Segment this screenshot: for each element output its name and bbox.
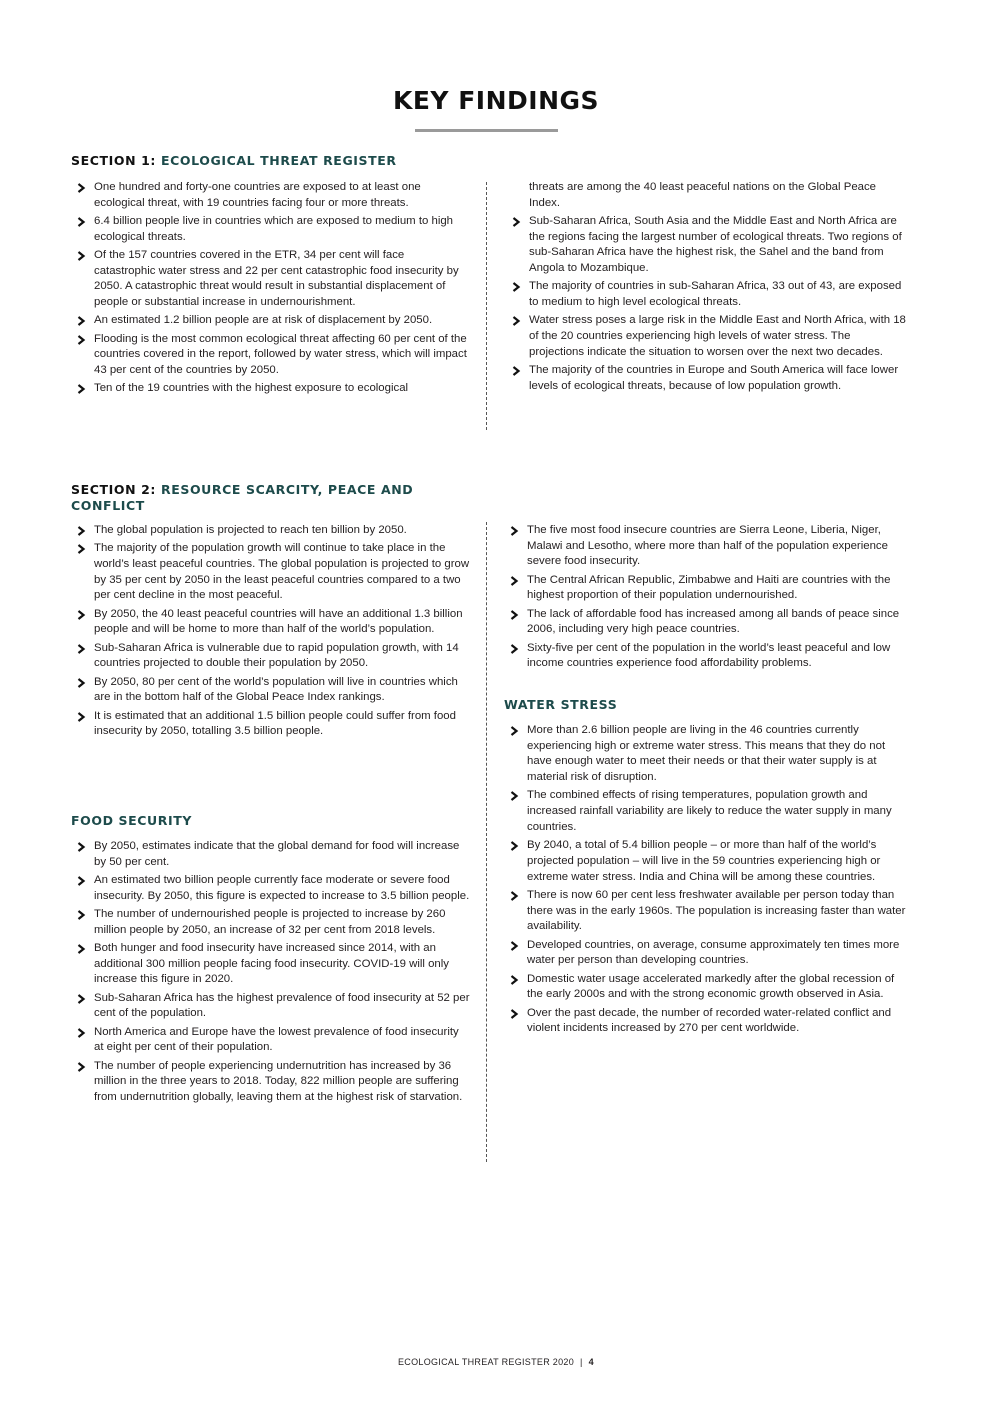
list-item — [71, 214, 467, 245]
list-item — [71, 941, 471, 988]
list-item-text: By 2040, a total of 5.4 billion people – or more than half of the world’s projected population – will live in the 59 countries experiencing high or extreme water stress. India and China will be among these countries. — [527, 839, 881, 883]
list-item — [71, 381, 467, 397]
list-item-text: The combined effects of rising temperatures, population growth and increased rainfall variability are likely to reduce the water supply in many countries. — [527, 789, 892, 833]
list-item-text: Sixty-five per cent of the population in the world’s least peaceful and low income countries experience food affordability problems. — [527, 641, 891, 670]
list-item-text: It is estimated that an additional 1.5 billion people could suffer from food insecurity by 2050, totalling 3.5 billion people. — [94, 709, 456, 738]
list-item — [504, 888, 906, 935]
list-item — [71, 675, 471, 706]
list-item — [504, 523, 906, 570]
list-item — [71, 873, 471, 904]
list-item — [504, 723, 906, 786]
chevron-right-icon — [76, 876, 86, 886]
chevron-right-icon — [509, 841, 519, 851]
list-item-text: Over the past decade, the number of recorded water-related conflict and violent incidents increased by 270 per cent worldwide. — [527, 1006, 892, 1035]
list-item-text: The lack of affordable food has increased among all bands of peace since 2006, including very high peace countries. — [527, 607, 900, 636]
list-item-text: The majority of the population growth will continue to take place in the world’s least peaceful countries. The global population is projected to grow by 35 per cent by 2050 in the least peaceful countries compared to a two per cent decline in the most peaceful. — [94, 542, 470, 602]
section-1-label: SECTION 1: — [71, 153, 157, 168]
chevron-right-icon — [76, 544, 86, 554]
list-item-text: There is now 60 per cent less freshwater available per person today than there was in the early 1960s. The population is increasing faster than water availability. — [527, 888, 906, 933]
chevron-right-icon — [76, 251, 86, 261]
list-item-text: An estimated 1.2 billion people are at risk of displacement by 2050. — [94, 314, 433, 327]
list-item-text: By 2050, the 40 least peaceful countries will have an additional 1.3 billion people and will be home to more than half of the world’s population. — [94, 607, 463, 636]
chevron-right-icon — [76, 1062, 86, 1072]
chevron-right-icon — [509, 941, 519, 951]
chevron-right-icon — [76, 842, 86, 852]
list-item-text: The Central African Republic, Zimbabwe and Haiti are countries with the highest proportion of their population undernourished. — [527, 573, 891, 602]
list-item-text: Both hunger and food insecurity have increased since 2014, with an additional 300 million people facing food insecurity. COVID-19 will only increase this figure in 2020. — [94, 942, 449, 986]
list-item-text: The number of people experiencing undernutrition has increased by 36 million in the three years to 2018. Today, 822 million people are suffering from undernutrition globally, leaving them at the highest risk of starvation. — [94, 1059, 463, 1104]
footer-publication: ECOLOGICAL THREAT REGISTER 2020 — [398, 1357, 575, 1367]
water-stress-heading: WATER STRESS — [504, 697, 618, 712]
list-item — [506, 363, 906, 394]
list-item — [71, 641, 471, 672]
chevron-right-icon — [509, 644, 519, 654]
list-item-text: Of the 157 countries covered in the ETR, 34 per cent will face catastrophic water stress and 22 per cent catastrophic food insecurity by 2050. A catastrophic threat would result in substantial displacement of people or substantial increase in undernourishment. — [94, 249, 459, 309]
list-item-text: Domestic water usage accelerated markedly after the global recession of the early 2000s and with the strong economic growth observed in Asia. — [527, 972, 895, 1001]
list-item-text: Water stress poses a large risk in the Middle East and North Africa, with 18 of the 20 countries experiencing high levels of water stress. The projections indicate the situation to worsen over the next two decades. — [529, 314, 906, 358]
list-item — [71, 523, 471, 539]
chevron-right-icon — [509, 1009, 519, 1019]
list-item — [504, 573, 906, 604]
list-item — [71, 991, 471, 1022]
list-item-text: Ten of the 19 countries with the highest exposure to ecological — [94, 382, 409, 395]
list-item-text: North America and Europe have the lowest prevalence of food insecurity at eight per cent of their population. — [94, 1025, 459, 1054]
list-item-text: The five most food insecure countries are Sierra Leone, Liberia, Niger, Malawi and Lesotho, where more than half of the population experience severe food insecurity. — [527, 524, 888, 568]
list-item-continued: threats are among the 40 least peaceful nations on the Global Peace Index. — [529, 181, 877, 209]
food-security-list — [71, 839, 471, 1108]
list-item — [504, 938, 906, 969]
list-item — [71, 1059, 471, 1106]
list-item — [71, 607, 471, 638]
chevron-right-icon — [509, 526, 519, 536]
list-item-text: Sub-Saharan Africa has the highest prevalence of food insecurity at 52 per cent of the population. — [94, 991, 470, 1020]
list-item-text: Sub-Saharan Africa, South Asia and the Middle East and North Africa are the regions facing the largest number of ecological threats. Two regions of sub-Saharan Africa have the highest risk, the Sahel and the band from Angola to Mozambique. — [529, 215, 902, 275]
chevron-right-icon — [511, 217, 521, 227]
list-item-text: An estimated two billion people currently face moderate or severe food insecurity. By 2050, this figure is expected to increase to 3.5 billion people. — [94, 874, 470, 902]
section-1-right-list — [506, 180, 906, 397]
chevron-right-icon — [76, 678, 86, 688]
list-item-text: By 2050, 80 per cent of the world’s population will live in countries which are in the bottom half of the Global Peace Index rankings. — [94, 675, 458, 704]
list-item-text: Developed countries, on average, consume approximately ten times more water per person than developing countries. — [527, 938, 900, 967]
section-2-left-list — [71, 523, 471, 743]
list-item — [504, 641, 906, 672]
page-number: 4 — [588, 1357, 594, 1367]
chevron-right-icon — [76, 316, 86, 326]
food-security-heading: FOOD SECURITY — [71, 813, 193, 828]
list-item-text: The global population is projected to reach ten billion by 2050. — [94, 524, 407, 536]
list-item-text: Sub-Saharan Africa is vulnerable due to rapid population growth, with 14 countries projected to double their population by 2050. — [94, 641, 459, 670]
chevron-right-icon — [509, 726, 519, 736]
page-footer — [0, 1357, 992, 1367]
chevron-right-icon — [76, 183, 86, 193]
list-item-text: The number of undernourished people is projected to increase by 260 million people by 2050, an increase of 32 per cent from 2018 levels. — [94, 908, 446, 936]
chevron-right-icon — [76, 384, 86, 394]
list-item-text: 6.4 billion people live in countries which are exposed to medium to high ecological threats. — [94, 215, 454, 243]
column-divider — [486, 182, 487, 430]
water-stress-list — [504, 723, 906, 1040]
section-2-right-list — [504, 523, 906, 675]
list-item — [71, 709, 471, 740]
chevron-right-icon — [509, 891, 519, 901]
section-1-heading — [71, 153, 471, 169]
list-item — [71, 839, 471, 870]
chevron-right-icon — [511, 282, 521, 292]
chevron-right-icon — [76, 526, 86, 536]
list-item — [71, 541, 471, 604]
list-item — [504, 788, 906, 835]
page-title: KEY FINDINGS — [392, 86, 600, 115]
chevron-right-icon — [509, 576, 519, 586]
list-item — [506, 279, 906, 310]
list-item-text: The majority of the countries in Europe and South America will face lower levels of ecological threats, because of low population growth. — [529, 364, 899, 392]
chevron-right-icon — [76, 610, 86, 620]
list-item — [71, 332, 467, 379]
list-item-text: More than 2.6 billion people are living in the 46 countries currently experiencing high or extreme water stress. This means that they do not have enough water to meet their needs or that their water supply is at material risk of disruption. — [527, 724, 886, 784]
chevron-right-icon — [511, 366, 521, 376]
section-2-heading — [71, 482, 451, 514]
chevron-right-icon — [511, 316, 521, 326]
chevron-right-icon — [509, 610, 519, 620]
list-item — [506, 214, 906, 277]
list-item — [71, 1025, 471, 1056]
chevron-right-icon — [76, 644, 86, 654]
chevron-right-icon — [509, 975, 519, 985]
list-item — [71, 313, 467, 329]
chevron-right-icon — [76, 944, 86, 954]
list-item-text: Flooding is the most common ecological threat affecting 60 per cent of the countries covered in the report, followed by water stress, which will impact 43 per cent of the countries by 2050. — [94, 332, 467, 377]
section-2-label: SECTION 2: — [71, 482, 157, 497]
section-1-left-list — [71, 180, 467, 400]
list-item-text: The majority of countries in sub-Saharan Africa, 33 out of 43, are exposed to medium to high level ecological threats. — [529, 280, 902, 309]
list-item-text: By 2050, estimates indicate that the global demand for food will increase by 50 per cent. — [94, 840, 460, 868]
list-item — [504, 1006, 906, 1037]
chevron-right-icon — [76, 1028, 86, 1038]
chevron-right-icon — [509, 791, 519, 801]
section-1-name: ECOLOGICAL THREAT REGISTER — [160, 153, 397, 168]
column-divider — [486, 522, 487, 1162]
chevron-right-icon — [76, 712, 86, 722]
chevron-right-icon — [76, 910, 86, 920]
list-item — [504, 607, 906, 638]
footer-separator: | — [580, 1357, 583, 1367]
chevron-right-icon — [76, 217, 86, 227]
list-item — [71, 180, 467, 211]
chevron-right-icon — [76, 994, 86, 1004]
list-item-text: One hundred and forty-one countries are exposed to at least one ecological threat, with 19 countries facing four or more threats. — [94, 181, 421, 209]
title-underline — [415, 129, 558, 132]
section-2-name: RESOURCE SCARCITY, PEACE AND CONFLICT — [71, 482, 414, 513]
list-item — [71, 907, 471, 938]
list-item — [504, 972, 906, 1003]
list-item — [506, 313, 906, 360]
list-item — [504, 838, 906, 885]
chevron-right-icon — [76, 335, 86, 345]
list-item — [71, 248, 467, 311]
